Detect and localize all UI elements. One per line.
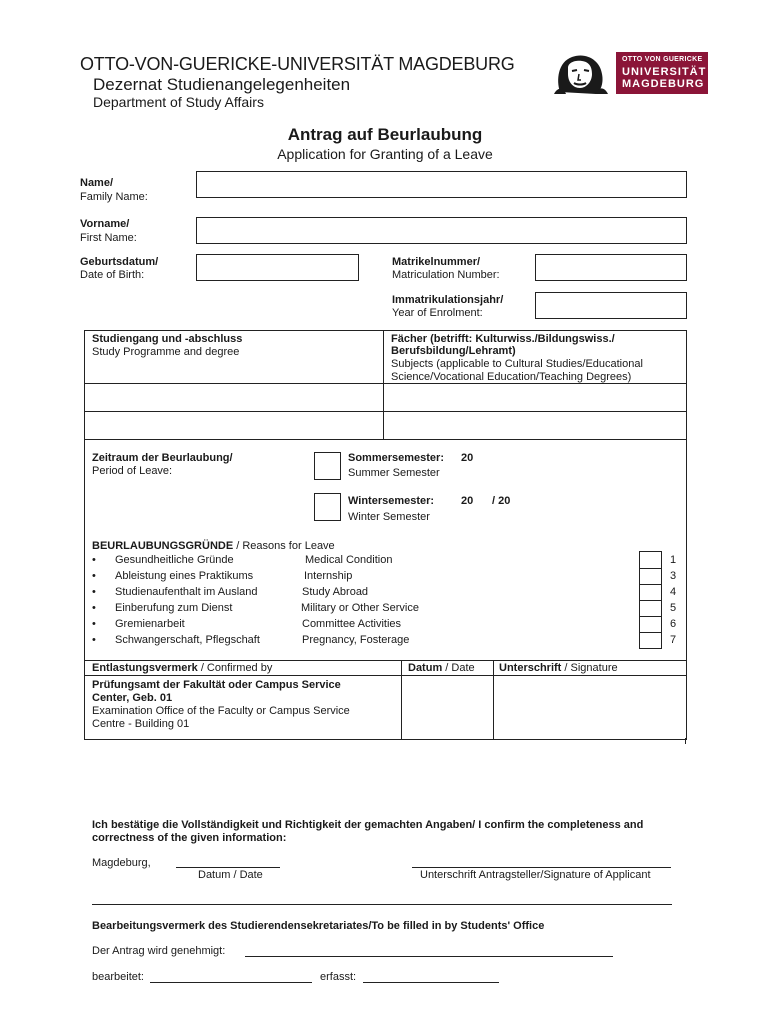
declaration-line-1: Ich bestätige die Vollständigkeit und Richtigkeit der gemachten Angaben/ I confirm the completeness and: [92, 819, 644, 831]
confirmation-date-cell[interactable]: [402, 676, 492, 738]
approved-label: Der Antrag wird genehmigt:: [92, 945, 226, 957]
reason-checkbox-1[interactable]: [640, 552, 661, 569]
logo-line3: MAGDEBURG: [622, 78, 705, 90]
reason-en: Military or Other Service: [301, 602, 419, 614]
place-label: Magdeburg,: [92, 857, 151, 869]
enrolment-year-input[interactable]: [535, 292, 687, 319]
declaration-line-2: correctness of the given information:: [92, 832, 287, 844]
subjects-cell-2[interactable]: [384, 412, 685, 438]
logo-line1: OTTO VON GUERICKE: [622, 56, 703, 63]
programme-table: [84, 330, 687, 440]
processed-label: bearbeitet:: [92, 971, 144, 983]
reason-checkbox-3[interactable]: [640, 568, 661, 585]
reason-code: 5: [670, 602, 677, 614]
exam-office-de-2: Center, Geb. 01: [92, 692, 173, 704]
signature-header-de: Unterschrift: [499, 662, 562, 674]
family-name-input[interactable]: [196, 171, 687, 198]
reason-code: 3: [670, 570, 677, 582]
summer-semester-label-de: Sommersemester:: [348, 452, 444, 464]
confirmed-by-header: [92, 662, 272, 675]
form-title: Antrag auf Beurlaubung: [287, 125, 483, 144]
date-header-de: Datum: [408, 662, 443, 674]
reason-checkbox-4[interactable]: [640, 584, 661, 601]
summer-semester-year: 20: [461, 452, 474, 464]
summer-semester-checkbox[interactable]: [314, 452, 341, 480]
first-name-label-en: First Name:: [80, 232, 137, 244]
exam-office-en-2: Centre - Building 01: [92, 718, 190, 730]
reason-row: [92, 618, 652, 632]
reason-row: [92, 602, 652, 616]
reason-code: 4: [670, 586, 677, 598]
form-subtitle: Application for Granting of a Leave: [277, 146, 493, 162]
reason-checkbox-6[interactable]: [640, 616, 661, 633]
programme-cell-2[interactable]: [86, 412, 382, 438]
logo-line2: UNIVERSITÄT: [622, 66, 707, 78]
winter-semester-label-de: Wintersemester:: [348, 495, 435, 507]
reasons-heading-de: BEURLAUBUNGSGRÜNDE: [92, 540, 234, 552]
department-en: Department of Study Affairs: [93, 94, 264, 110]
enrolment-year-label-en: Year of Enrolment:: [392, 307, 483, 319]
reason-de: Gesundheitliche Gründe: [115, 554, 234, 566]
reason-row: [92, 586, 652, 600]
reason-code: 6: [670, 618, 677, 630]
reason-de: Ableistung eines Praktikums: [115, 570, 254, 582]
confirmation-table: [84, 660, 687, 740]
first-name-input[interactable]: [196, 217, 687, 244]
matriculation-label-de: Matrikelnummer/: [392, 256, 481, 268]
reason-row: [92, 554, 652, 568]
programme-header-de: Studiengang und -abschluss: [92, 333, 243, 345]
subjects-cell-1[interactable]: [384, 384, 685, 410]
confirmed-by-header-en: / Confirmed by: [197, 662, 273, 674]
family-name-label-de: Name/: [80, 177, 114, 189]
programme-header-en: Study Programme and degree: [92, 346, 240, 358]
subjects-header-en-1: Subjects (applicable to Cultural Studies/Educational: [391, 358, 643, 370]
enrolment-year-label-de: Immatrikulationsjahr/: [392, 294, 504, 306]
section-divider: [92, 904, 672, 905]
reason-de: Schwangerschaft, Pflegschaft: [115, 634, 260, 646]
winter-semester-checkbox[interactable]: [314, 493, 341, 521]
leave-period-label-en: Period of Leave:: [92, 465, 173, 477]
winter-semester-year-2: / 20: [492, 495, 511, 507]
reason-row: [92, 634, 652, 648]
bullet: •: [92, 586, 96, 598]
reason-en: Pregnancy, Fosterage: [302, 634, 410, 646]
reasons-heading: [92, 540, 335, 553]
winter-semester-label-en: Winter Semester: [348, 511, 430, 523]
date-line[interactable]: [176, 867, 280, 868]
signature-header: [499, 662, 618, 675]
matriculation-input[interactable]: [535, 254, 687, 281]
bullet: •: [92, 570, 96, 582]
reason-en: Medical Condition: [305, 554, 393, 566]
subjects-header-en-2: Science/Vocational Education/Teaching Degrees): [391, 371, 632, 383]
logo-wordmark: [616, 52, 708, 94]
reason-checkbox-7[interactable]: [640, 632, 661, 648]
winter-semester-year-1: 20: [461, 495, 474, 507]
date-caption: Datum / Date: [198, 869, 263, 881]
reason-row: [92, 570, 652, 584]
bullet: •: [92, 618, 96, 630]
matriculation-label-en: Matriculation Number:: [392, 269, 500, 281]
reason-code: 7: [670, 634, 677, 646]
first-name-label-de: Vorname/: [80, 218, 130, 230]
signature-header-en: / Signature: [561, 662, 618, 674]
bullet: •: [92, 634, 96, 646]
confirmation-signature-cell[interactable]: [494, 676, 685, 738]
birth-date-label-de: Geburtsdatum/: [80, 256, 159, 268]
leave-period-label-de: Zeitraum der Beurlaubung/: [92, 452, 233, 464]
recorded-line[interactable]: [363, 982, 499, 983]
bullet: •: [92, 554, 96, 566]
subjects-header-de-2: Berufsbildung/Lehramt): [391, 345, 516, 357]
recorded-label: erfasst:: [320, 971, 357, 983]
applicant-signature-caption: Unterschrift Antragsteller/Signature of Applicant: [420, 869, 651, 881]
guericke-portrait-icon: [546, 52, 616, 94]
confirmed-by-header-de: Entlastungsvermerk: [92, 662, 198, 674]
exam-office-de-1: Prüfungsamt der Fakultät oder Campus Service: [92, 679, 341, 691]
summer-semester-label-en: Summer Semester: [348, 467, 440, 479]
university-name: OTTO-VON-GUERICKE-UNIVERSITÄT MAGDEBURG: [80, 54, 515, 74]
birth-date-input[interactable]: [196, 254, 359, 281]
date-header-en: / Date: [442, 662, 475, 674]
reason-checkbox-column: [639, 551, 662, 649]
university-logo: [546, 52, 708, 94]
department-de: Dezernat Studienangelegenheiten: [93, 75, 351, 94]
reason-de: Studienaufenthalt im Ausland: [115, 586, 258, 598]
birth-date-label-en: Date of Birth:: [80, 269, 145, 281]
family-name-label-en: Family Name:: [80, 191, 148, 203]
reason-de: Einberufung zum Dienst: [115, 602, 233, 614]
reasons-heading-en: / Reasons for Leave: [233, 540, 335, 552]
exam-office-en-1: Examination Office of the Faculty or Campus Service: [92, 705, 350, 717]
reason-de: Gremienarbeit: [115, 618, 185, 630]
processed-line[interactable]: [150, 982, 312, 983]
bullet: •: [92, 602, 96, 614]
applicant-signature-line[interactable]: [412, 867, 671, 868]
reason-en: Internship: [304, 570, 353, 582]
reason-en: Committee Activities: [302, 618, 402, 630]
office-heading: Bearbeitungsvermerk des Studierendensekretariates/To be filled in by Students' Office: [92, 920, 545, 932]
reason-code: 1: [670, 554, 677, 566]
date-header: [408, 662, 475, 675]
approved-line[interactable]: [245, 956, 613, 957]
programme-cell-1[interactable]: [86, 384, 382, 410]
reason-checkbox-5[interactable]: [640, 600, 661, 617]
reason-en: Study Abroad: [302, 586, 369, 598]
subjects-header-de-1: Fächer (betrifft: Kulturwiss./Bildungswiss./: [391, 333, 615, 345]
